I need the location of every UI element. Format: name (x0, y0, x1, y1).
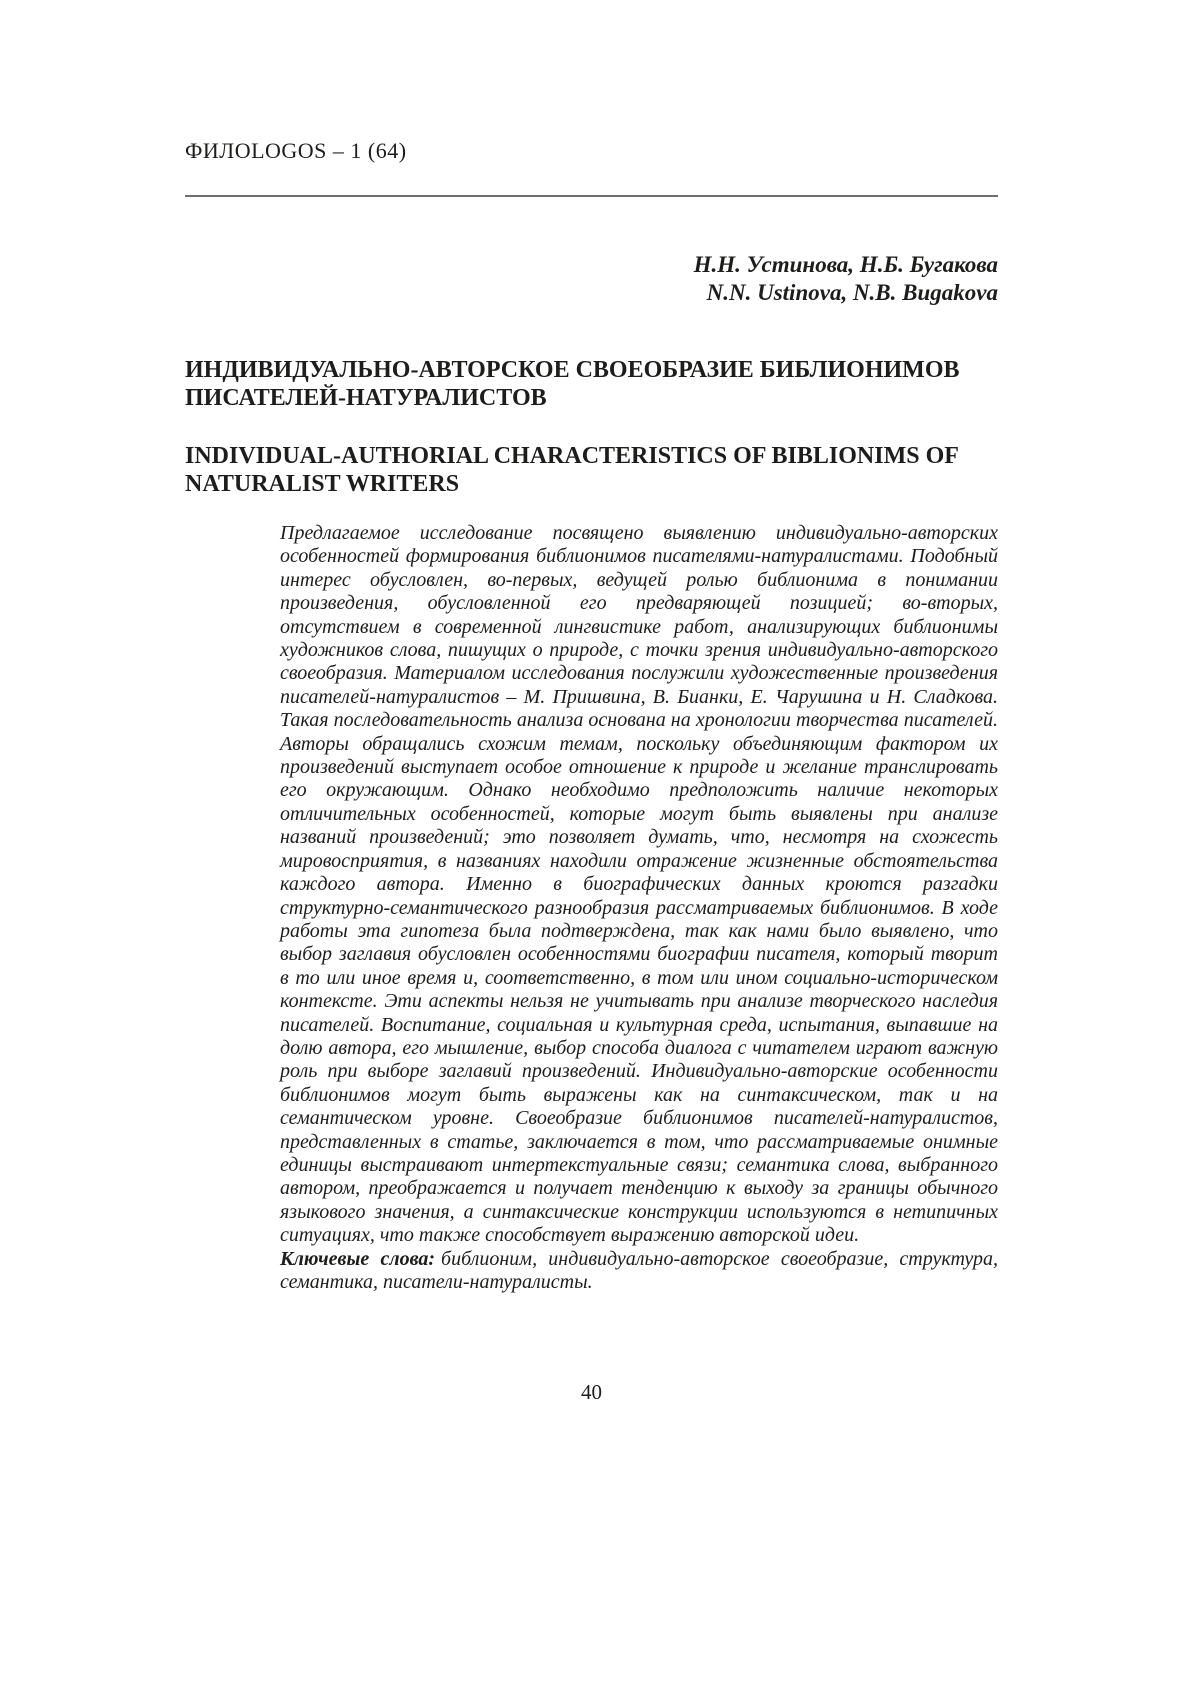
abstract-text: Предлагаемое исследование посвящено выявлению индивидуально-авторских особенностей формирования библионимов писателями-натуралистами. Подобный интерес обусловлен, во-первых, ведущей ролью библионима в понимании произведения, обусловленной его предваряющей позицией; во-вторых, отсутствием в современной лингвистике работ, анализирующих библионимы художников слова, пишущих о природе, с точки зрения индивидуально-авторского своеобразия. Материалом исследования послужили художественные произведения писателей-натуралистов – М. Пришвина, В. Бианки, Е. Чарушина и Н. Сладкова. Такая последовательность анализа основана на хронологии творчества писателей. Авторы обращались схожим темам, поскольку объединяющим фактором их произведений выступает особое отношение к природе и желание транслировать его окружающим. Однако необходимо предположить наличие некоторых отличительных особенностей, которые могут быть выявлены при анализе названий произведений; это позволяет думать, что, несмотря на схожесть мировосприятия, в названиях находили отражение жизненные обстоятельства каждого автора. Именно в биографических данных кроются разгадки структурно-семантического разнообразия рассматриваемых библионимов. В ходе работы эта гипотеза была подтверждена, так как нами было выявлено, что выбор заглавия обусловлен особенностями биографии писателя, который творит в то или иное время и, соответственно, в том или ином социально-историческом контексте. Эти аспекты нельзя не учитывать при анализе творческого наследия писателей. Воспитание, социальная и культурная среда, испытания, выпавшие на долю автора, его мышление, выбор способа диалога с читателем играют важную роль при выборе заглавий произведений. Индивидуально-авторские особенности библионимов могут быть выражены как на синтаксическом, так и на семантическом уровне. Своеобразие библионимов писателей-натуралистов, представленных в статье, заключается в том, что рассматриваемые онимные единицы выстраивают интертекстуальные связи; семантика слова, выбранного автором, преображается и получает тенденцию к выходу за границы обычного языкового значения, а синтаксические конструкции используются в нетипичных ситуациях, что также способствует выражению авторской идеи. (280, 522, 998, 1247)
article-title-en (185, 442, 1005, 498)
article-title-ru-line1: ИНДИВИДУАЛЬНО-АВТОРСКОЕ СВОЕОБРАЗИЕ БИБЛИОНИМОВ (185, 357, 960, 383)
keywords-label: Ключевые слова: (280, 1247, 436, 1270)
article-title-ru (185, 356, 1005, 412)
authors-en: N.N. Ustinova, N.B. Bugakova (706, 280, 998, 305)
article-title-en-line2: NATURALIST WRITERS (185, 471, 460, 497)
authors-block (185, 251, 998, 307)
article-title-en-line1: INDIVIDUAL-AUTHORIAL CHARACTERISTICS OF BIBLIONIMS OF (185, 443, 959, 469)
header-rule (185, 195, 998, 197)
journal-header: ФИЛОLOGOS – 1 (64) (185, 138, 407, 163)
keywords-text: библионим, индивидуально-авторское своеобразие, структура, семантика, писатели-натуралисты. (280, 1247, 998, 1293)
article-title-ru-line2: ПИСАТЕЛЕЙ-НАТУРАЛИСТОВ (185, 385, 547, 411)
keywords-line (280, 1248, 998, 1295)
authors-ru: Н.Н. Устинова, Н.Б. Бугакова (693, 252, 998, 277)
abstract-block (280, 522, 998, 1294)
page-number: 40 (581, 1380, 602, 1404)
